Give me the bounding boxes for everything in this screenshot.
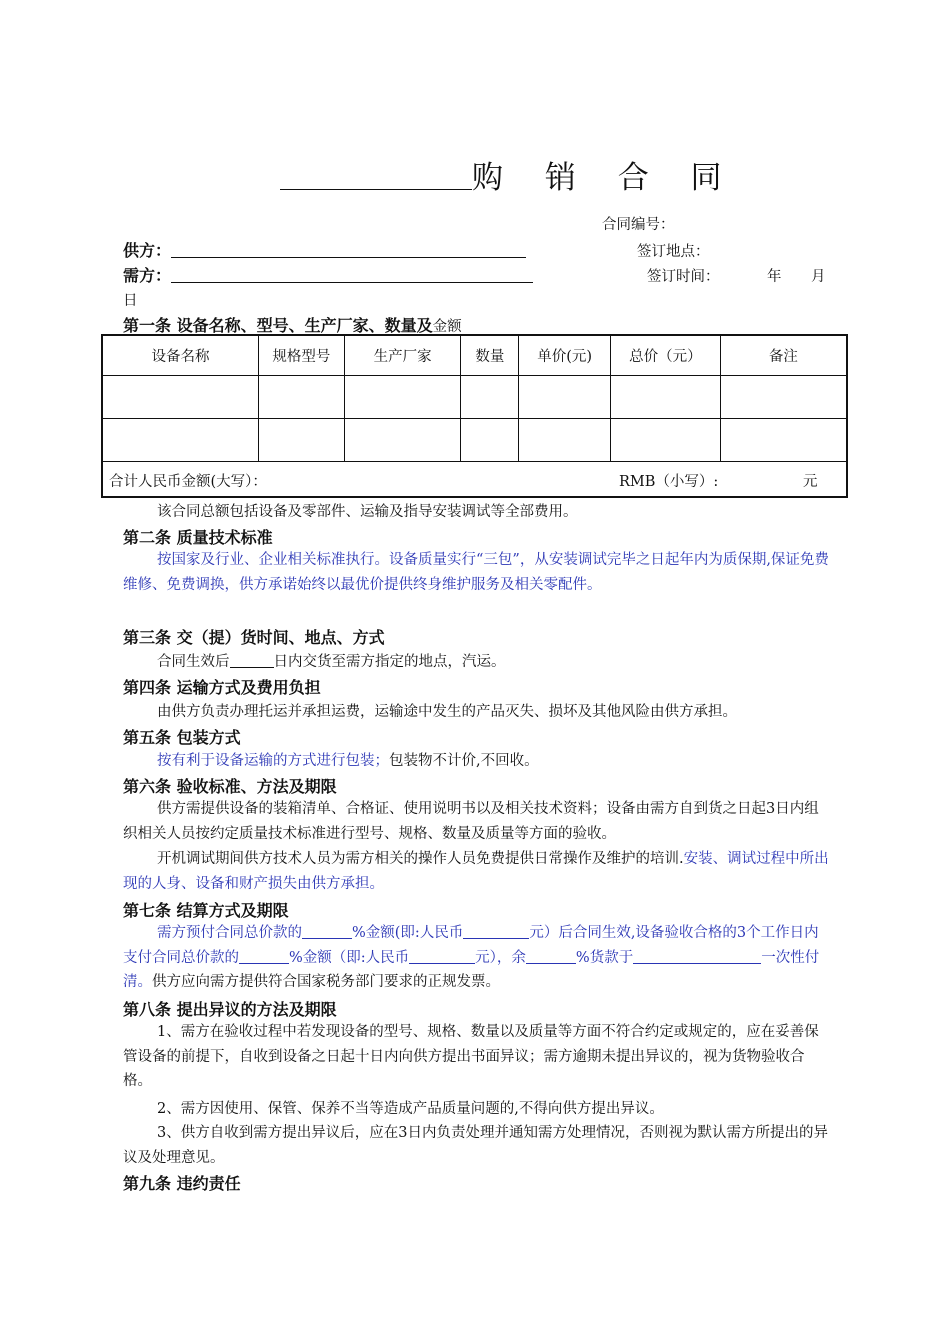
sign-place-label: 签订地点： — [637, 244, 710, 260]
table-cell[interactable] — [102, 375, 259, 418]
table-cell[interactable] — [519, 418, 611, 461]
article-6-p2: 开机调试期间供方技术人员为需方相关的操作人员免费提供日常操作及维护的培训.安装、调试过程中所出现的人身、设备和财产损失由供方承担。 — [123, 851, 829, 892]
equipment-table — [101, 334, 848, 498]
balance-percent-blank — [526, 949, 576, 964]
table-cell[interactable] — [720, 418, 847, 461]
table-cell[interactable] — [611, 418, 721, 461]
article-7-heading: 第七条 结算方式及期限 — [123, 901, 289, 920]
article-4-heading: 第四条 运输方式及费用负担 — [123, 678, 321, 697]
table-header-cell: 总价（元） — [611, 335, 721, 375]
prepay-percent-blank — [302, 924, 352, 939]
table-cell[interactable] — [102, 418, 259, 461]
article-8-heading: 第八条 提出异议的方法及期限 — [123, 1000, 337, 1019]
days-blank — [230, 653, 274, 668]
title-blank-line — [280, 159, 472, 190]
table-cell[interactable] — [461, 418, 519, 461]
article-4-body: 由供方负责办理托运并承担运费，运输途中发生的产品灭失、损坏及其他风险由供方承担。 — [157, 704, 737, 720]
supplier-blank — [171, 241, 526, 258]
table-header-cell: 生产厂家 — [344, 335, 461, 375]
month-label: 月 — [811, 269, 826, 285]
buyer-label: 需方： — [123, 266, 172, 285]
prepay-amount-blank — [463, 924, 529, 939]
table-cell[interactable] — [720, 375, 847, 418]
balance-date-blank — [633, 949, 761, 964]
table-header-row — [102, 335, 847, 375]
total-cell — [102, 461, 847, 497]
day-label: 日 — [123, 293, 138, 309]
table-cell[interactable] — [519, 375, 611, 418]
article-8-p3: 3、供方自收到需方提出异议后，应在3日内负责处理并通知需方处理情况，否则视为默认需方所提出的异议及处理意见。 — [123, 1125, 828, 1166]
article-2-body: 按国家及行业、企业相关标准执行。设备质量实行“三包”，从安装调试完毕之日起年内为质保期,保证免费维修、免费调换，供方承诺始终以最优价提供终身维护服务及相关零配件。 — [123, 552, 829, 593]
table-cell[interactable] — [259, 418, 345, 461]
total-rmb-label: RMB（小写）: — [619, 473, 719, 490]
total-cn-label: 合计人民币金额(大写）： — [109, 473, 267, 490]
table-header-cell: 单价(元) — [519, 335, 611, 375]
table-cell[interactable] — [344, 418, 461, 461]
article-3-body: 合同生效后 日内交货至需方指定的地点，汽运。 — [157, 654, 506, 670]
table-cell[interactable] — [344, 375, 461, 418]
article-1-heading: 第一条 设备名称、型号、生产厂家、数量及金额 — [123, 316, 462, 335]
article-8-p1: 1、需方在验收过程中若发现设备的型号、规格、数量以及质量等方面不符合约定或规定的，应在妥善保管设备的前提下，自收到设备之日起十日内向供方提出书面异议；需方逾期未提出异议的，视为货物验收合格。 — [123, 1024, 819, 1089]
table-row — [102, 375, 847, 418]
second-percent-blank — [239, 949, 289, 964]
contract-title — [280, 152, 738, 197]
article-5-heading: 第五条 包装方式 — [123, 728, 241, 747]
table-header-cell: 备注 — [720, 335, 847, 375]
article-1-note: 该合同总额包括设备及零部件、运输及指导安装调试等全部费用。 — [157, 504, 578, 520]
table-cell[interactable] — [611, 375, 721, 418]
supplier-label: 供方： — [123, 241, 172, 260]
contract-no-label: 合同编号： — [602, 217, 675, 233]
table-cell[interactable] — [259, 375, 345, 418]
table-cell[interactable] — [461, 375, 519, 418]
table-row — [102, 418, 847, 461]
second-amount-blank — [409, 949, 475, 964]
article-5-body: 按有利于设备运输的方式进行包装；包装物不计价,不回收。 — [157, 753, 539, 769]
buyer-row — [123, 263, 533, 286]
article-9-heading: 第九条 违约责任 — [123, 1174, 241, 1193]
total-yuan-label: 元 — [803, 473, 818, 490]
title-text: 购 销 合 同 — [472, 160, 738, 196]
article-8-p2: 2、需方因使用、保管、保养不当等造成产品质量问题的,不得向供方提出异议。 — [157, 1101, 664, 1117]
table-header-cell: 数量 — [461, 335, 519, 375]
table-header-cell: 规格型号 — [259, 335, 345, 375]
supplier-row — [123, 238, 526, 261]
year-label: 年 — [767, 269, 782, 285]
table-header-cell: 设备名称 — [102, 335, 259, 375]
sign-time-label: 签订时间： — [647, 269, 720, 285]
article-6-heading: 第六条 验收标准、方法及期限 — [123, 777, 337, 796]
article-7-body: 需方预付合同总价款的 %金额(即:人民币 元）后合同生效,设备验收合格的3个工作日内支付合同总价款的 %金额（即:人民币 元），余 %货款于 一次性付清。供方应向需方提供符合国家税务部门要求的正规发票。 — [123, 925, 820, 990]
article-2-heading: 第二条 质量技术标准 — [123, 528, 273, 547]
table-total-row — [102, 461, 847, 497]
article-3-heading: 第三条 交（提）货时间、地点、方式 — [123, 628, 385, 647]
article-6-p1: 供方需提供设备的装箱清单、合格证、使用说明书以及相关技术资料；设备由需方自到货之日起3日内组织相关人员按约定质量技术标准进行型号、规格、数量及质量等方面的验收。 — [123, 801, 819, 842]
buyer-blank — [171, 266, 533, 283]
